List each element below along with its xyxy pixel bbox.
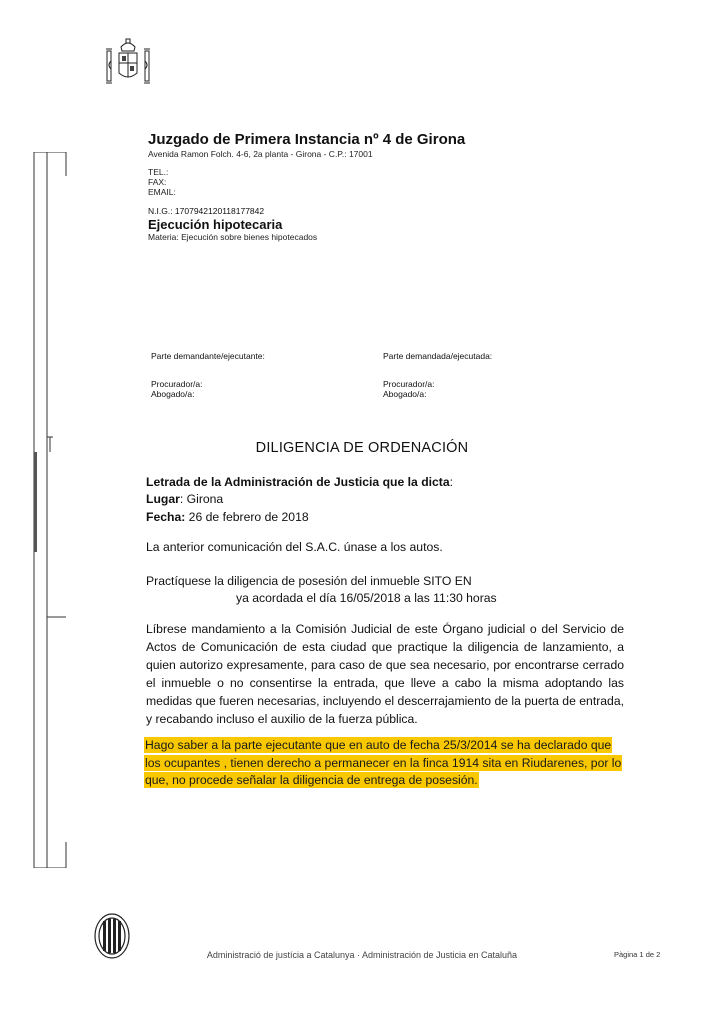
materia: Materia: Ejecución sobre bienes hipotecados [148, 232, 318, 242]
court-address: Avenida Ramon Folch. 4-6, 2a planta - Girona - C.P.: 17001 [148, 149, 373, 159]
defendant-procurador-label: Procurador/a: [383, 379, 435, 389]
fecha-value: 26 de febrero de 2018 [185, 510, 309, 524]
letrada-label: Letrada de la Administración de Justicia que la dicta [146, 475, 450, 489]
fecha-label: Fecha: [146, 510, 186, 524]
plaintiff-abogado-label: Abogado/a: [151, 389, 195, 399]
spain-coat-of-arms-icon [103, 37, 153, 91]
paragraph-posesion-line1: Practíquese la diligencia de posesión del inmueble SITO EN [146, 574, 472, 588]
paragraph-mandamiento: Líbrese mandamiento a la Comisión Judicial de este Órgano judicial o del Servicio de Actos de Comunicación de esta ciudad que practique la diligencia de lanzamiento, a quien autorizo expresamente, para caso de que sea necesario, por encontrarse cerrado el inmueble o no consentirse la entrada, que lleve a cabo la misma adoptando las medidas que fueren necesarias, incluyendo el descerrajamiento de la puerta de entrada, y recabando incluso el auxilio de la fuerza pública. [146, 622, 624, 726]
paragraph-posesion-line2: ya acordada el día 16/05/2018 a las 11:30 horas [236, 591, 497, 605]
letrada-colon: : [449, 475, 454, 489]
plaintiff-label: Parte demandante/ejecutante: [151, 351, 265, 361]
tel-label: TEL.: [148, 167, 169, 177]
email-label: EMAIL: [148, 187, 176, 197]
nig-number: N.I.G.: 1707942120118177842 [148, 206, 265, 216]
lugar-value: : Girona [179, 492, 224, 506]
lugar-label: Lugar [146, 492, 180, 506]
court-name: Juzgado de Primera Instancia nº 4 de Girona [148, 131, 466, 148]
highlighted-text: Hago saber a la parte ejecutante que en auto de fecha 25/3/2014 se ha declarado que los ocupantes , tienen derecho a permanecer en la finca 1914 sita en Riudarenes, por lo que, no procede señalar la diligencia de entrega de posesión. [145, 738, 622, 787]
page-number: Pàgina 1 de 2 [614, 950, 661, 959]
plaintiff-lawyers [151, 379, 203, 399]
fax-label: FAX: [148, 177, 167, 187]
procedure-title: Ejecución hipotecaria [148, 217, 283, 232]
plaintiff-procurador-label: Procurador/a: [151, 379, 203, 389]
lugar-line [146, 490, 223, 508]
document-title: DILIGENCIA DE ORDENACIÓN [255, 440, 469, 456]
defendant-lawyers [383, 379, 435, 399]
fecha-line [146, 508, 309, 526]
defendant-abogado-label: Abogado/a: [383, 389, 427, 399]
contact-block [148, 167, 176, 197]
defendant-label: Parte demandada/ejecutada: [383, 351, 493, 361]
footer-text: Administració de justícia a Catalunya · Administración de Justicia en Cataluña [206, 950, 518, 960]
letrada-line [146, 473, 453, 491]
left-margin-frame [33, 152, 67, 868]
highlighted-paragraph [144, 737, 628, 790]
paragraph-sac: La anterior comunicación del S.A.C. únase a los autos. [146, 540, 443, 554]
